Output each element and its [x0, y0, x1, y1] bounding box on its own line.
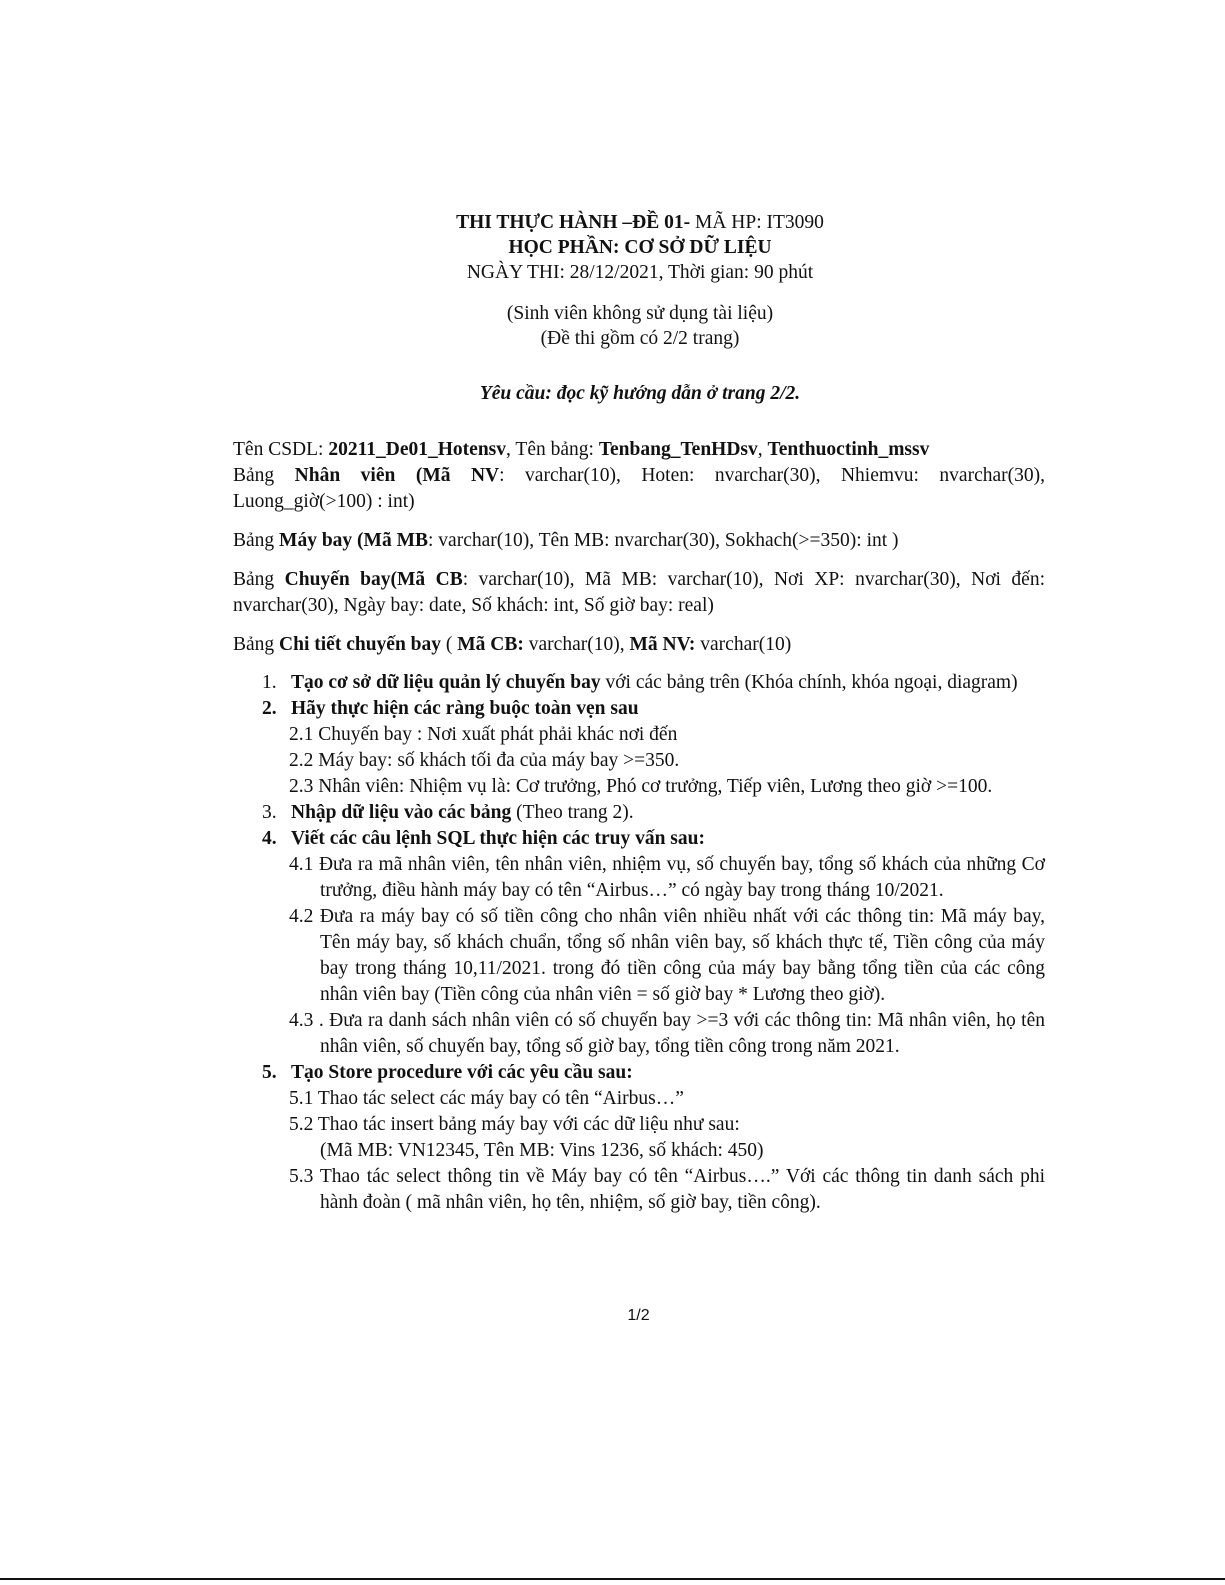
task-item: 4. Viết các câu lệnh SQL thực hiện các truy vấn sau: 4.1 Đưa ra mã nhân viên, tên nhân viên, nhiệm vụ, số chuyến bay, tổng số khách của những Cơ trưởng, điều hành máy bay có tên “Airbus…” có ngày bay trong tháng 10/2021. 4.2 Đưa ra máy bay có số tiền công cho nhân viên nhiều nhất với các thông tin: Mã máy bay, Tên máy bay, số khách chuẩn, tổng số nhân viên bay, số khách thực tế, Tiền công của máy bay trong tháng 10,11/2021. trong đó tiền công của máy bay bằng tổng tiền của các công nhân viên bay (Tiền công của nhân viên = số giờ bay * Lương theo giờ). 4.3 . Đưa ra danh sách nhân viên có số chuyến bay >=3 với các thông tin: Mã nhân viên, họ tên nhân viên, số chuyến bay, tổng số giờ bay, tổng tiền công trong năm 2021. [233, 826, 1045, 1060]
requirement-note: Yêu cầu: đọc kỹ hướng dẫn ở trang 2/2. [479, 383, 801, 404]
subtask-item: 4.2 Đưa ra máy bay có số tiền công cho nhân viên nhiều nhất với các thông tin: Mã máy bay, Tên máy bay, số khách chuẩn, tổng số nhân viên bay, số khách thực tế, Tiền công của máy bay trong tháng 10,11/2021. trong đó tiền công của máy bay bằng tổng tiền của các công nhân viên bay (Tiền công của nhân viên = số giờ bay * Lương theo giờ). [289, 906, 1045, 1005]
task-item: 5. Tạo Store procedure với các yêu cầu sau: 5.1 Thao tác select các máy bay có tên “Airbus…” 5.2 Thao tác insert bảng máy bay với các dữ liệu như sau: (Mã MB: VN12345, Tên MB: Vins 1236, số khách: 450) 5.3 Thao tác select thông tin về Máy bay có tên “Airbus….” Với các thông tin danh sách phi hành đoàn ( mã nhân viên, họ tên, nhiệm, số giờ bay, tiền công). [233, 1060, 1045, 1216]
subtask-item: 2.2 Máy bay: số khách tối đa của máy bay >=350. [289, 750, 680, 771]
table-nhan-vien: Bảng Nhân viên (Mã NV: varchar(10), Hoten: nvarchar(30), Nhiemvu: nvarchar(30), Luong_giờ(>100) : int) [233, 465, 1045, 512]
subtask-item: 5.3 Thao tác select thông tin về Máy bay có tên “Airbus….” Với các thông tin danh sách phi hành đoàn ( mã nhân viên, họ tên, nhiệm, số giờ bay, tiền công). [289, 1166, 1045, 1213]
subtask-item: 5.2 Thao tác insert bảng máy bay với các dữ liệu như sau: [289, 1114, 740, 1135]
course-name: HỌC PHẦN: CƠ SỞ DỮ LIỆU [508, 237, 772, 258]
table-may-bay: Bảng Máy bay (Mã MB: varchar(10), Tên MB: nvarchar(30), Sokhach(>=350): int ) [233, 530, 899, 551]
exam-header [0, 210, 1225, 351]
task-item: 1. Tạo cơ sở dữ liệu quản lý chuyến bay với các bảng trên (Khóa chính, khóa ngoại, diagram) [262, 672, 1018, 693]
exam-body [233, 437, 1045, 1216]
task-item: 2. Hãy thực hiện các ràng buộc toàn vẹn sau 2.1 Chuyến bay : Nơi xuất phát phải khác nơi đến 2.2 Máy bay: số khách tối đa của máy bay >=350. 2.3 Nhân viên: Nhiệm vụ là: Cơ trưởng, Phó cơ trưởng, Tiếp viên, Lương theo giờ >=100. [233, 696, 1045, 800]
exam-notes [0, 301, 1225, 351]
subtask-item: 4.1 Đưa ra mã nhân viên, tên nhân viên, nhiệm vụ, số chuyến bay, tổng số khách của những Cơ trưởng, điều hành máy bay có tên “Airbus…” có ngày bay trong tháng 10/2021. [289, 854, 1045, 901]
database-naming: Tên CSDL: 20211_De01_Hotensv, Tên bảng: Tenbang_TenHDsv, Tenthuoctinh_mssv [233, 439, 930, 460]
exam-date-duration: NGÀY THI: 28/12/2021, Thời gian: 90 phút [466, 262, 814, 283]
page-count-note: (Đề thi gồm có 2/2 trang) [540, 328, 740, 349]
table-chuyen-bay: Bảng Chuyến bay(Mã CB: varchar(10), Mã MB: varchar(10), Nơi XP: nvarchar(30), Nơi đến: nvarchar(30), Ngày bay: date, Số khách: int, Số giờ bay: real) [233, 569, 1045, 616]
scan-edge-line [0, 1578, 1225, 1580]
subtask-item: 5.1 Thao tác select các máy bay có tên “Airbus…” [289, 1088, 684, 1109]
insert-values-line: (Mã MB: VN12345, Tên MB: Vins 1236, số khách: 450) [320, 1140, 764, 1161]
table-chi-tiet-chuyen-bay: Bảng Chi tiết chuyến bay ( Mã CB: varchar(10), Mã NV: varchar(10) [233, 634, 792, 655]
exam-title-line: THI THỰC HÀNH –ĐỀ 01- MÃ HP: IT3090 [456, 212, 824, 233]
subtask-item: 2.3 Nhân viên: Nhiệm vụ là: Cơ trưởng, Phó cơ trưởng, Tiếp viên, Lương theo giờ >=100. [289, 776, 993, 797]
task-item: 3. Nhập dữ liệu vào các bảng (Theo trang 2). [262, 802, 634, 823]
subtask-item: 2.1 Chuyến bay : Nơi xuất phát phải khác nơi đến [289, 724, 678, 745]
subtask-item: 4.3 . Đưa ra danh sách nhân viên có số chuyến bay >=3 với các thông tin: Mã nhân viên, họ tên nhân viên, số chuyến bay, tổng số giờ bay, tổng tiền công trong năm 2021. [289, 1010, 1045, 1057]
no-materials-note: (Sinh viên không sử dụng tài liệu) [506, 303, 774, 324]
page-number: 1/2 [627, 1307, 650, 1324]
task-list [233, 670, 1045, 1216]
